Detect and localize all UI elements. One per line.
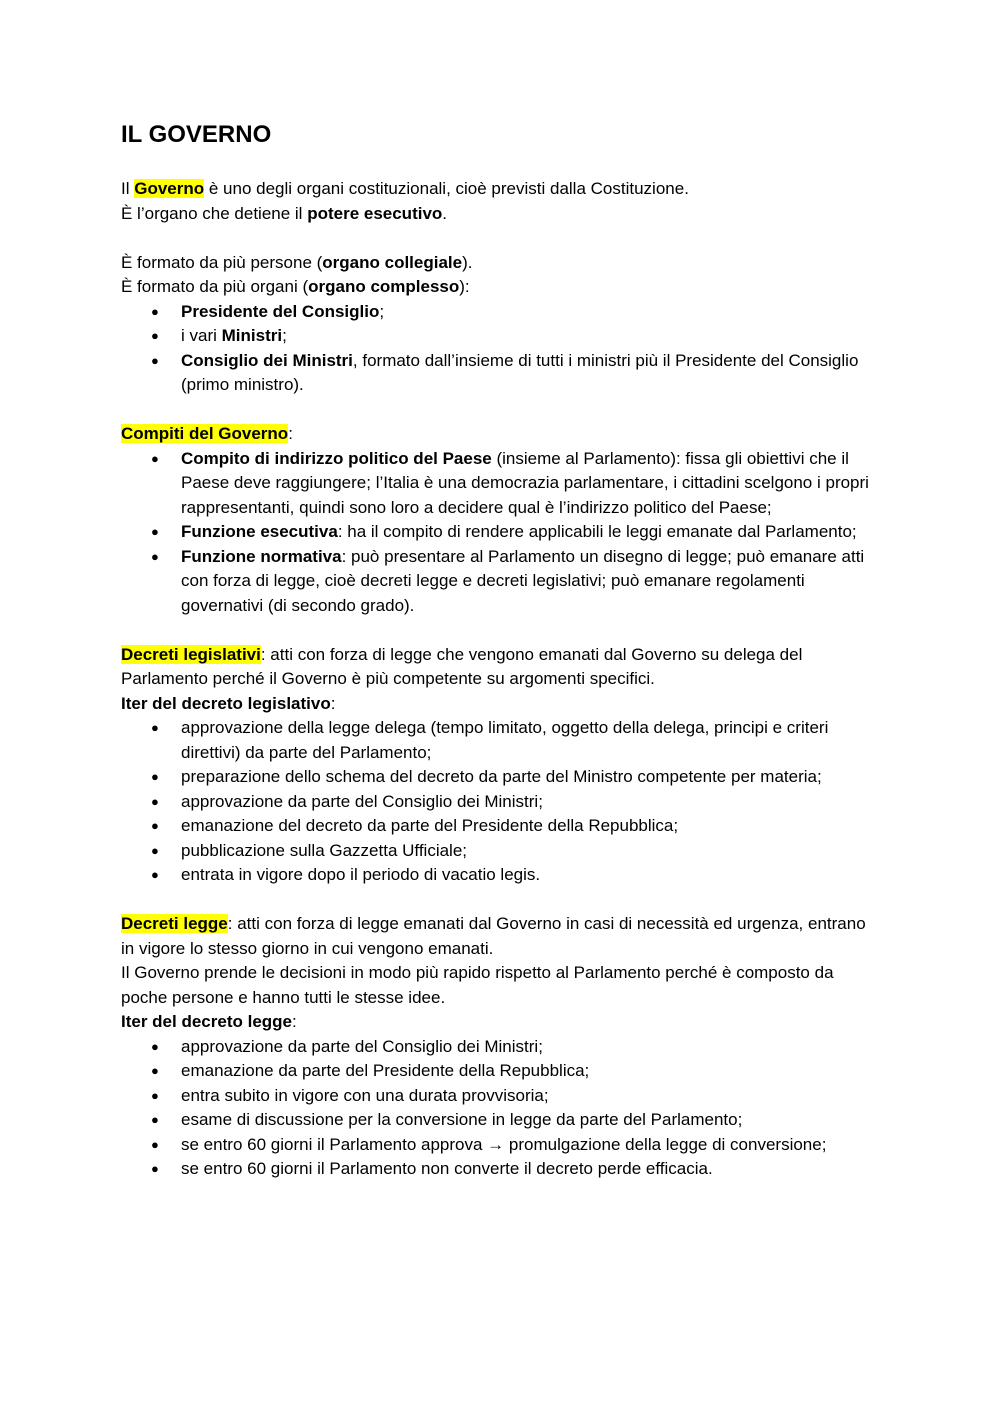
item-bold: Ministri (221, 326, 283, 345)
intro-text: . (442, 203, 448, 223)
governo-highlight: Governo (134, 179, 205, 198)
iter-legge-list (121, 1035, 881, 1182)
list-item (121, 324, 881, 349)
legge-highlight: Decreti legge (121, 914, 228, 933)
list-item (121, 349, 881, 398)
heading-colon: : (330, 693, 336, 713)
item-text: ; (379, 301, 385, 321)
item-bold: Presidente del Consiglio (181, 301, 380, 321)
item-bold: Consiglio dei Ministri (181, 350, 353, 370)
intro-line-2 (121, 202, 881, 227)
organo-complesso-bold: organo complesso (308, 277, 460, 296)
organo-collegiale-bold: organo collegiale (322, 252, 463, 272)
intro-line-1 (121, 177, 881, 202)
intro-text: è uno degli organi costituzionali, cioè previsti dalla Costituzione. (204, 179, 689, 198)
document-page (121, 118, 881, 1182)
legge-paragraph (121, 912, 881, 961)
item-bold: Funzione esecutiva (181, 522, 338, 541)
iter-legge-heading (121, 1010, 881, 1035)
list-item: ● approvazione da parte del Consiglio dei Ministri; (121, 1035, 881, 1060)
list-item: ● approvazione della legge delega (tempo limitato, oggetto della delega, principi e criteri direttivi) da parte del Parlamento; (121, 716, 881, 765)
list-item (121, 520, 881, 545)
item-text: i vari (181, 326, 222, 345)
formato-line-2 (121, 275, 881, 300)
iter-legislativo-list (121, 716, 881, 888)
paragraph-text: : atti con forza di legge che vengono emanati dal Governo su delega del Parlamento perché il Governo è più competente su argomenti specifici. (121, 644, 803, 688)
legislativi-highlight: Decreti legislativi (121, 644, 261, 664)
list-item: ● entrata in vigore dopo il periodo di vacatio legis. (121, 863, 881, 888)
heading-colon: : (288, 424, 293, 443)
potere-esecutivo-bold: potere esecutivo (307, 203, 443, 223)
intro-text: È l’organo che detiene il (121, 203, 308, 223)
compiti-heading (121, 422, 881, 447)
list-item: ● emanazione del decreto da parte del Presidente della Repubblica; (121, 814, 881, 839)
page-title: IL GOVERNO (121, 121, 272, 148)
legislativi-paragraph (121, 643, 881, 692)
legge-paragraph-2: Il Governo prende le decisioni in modo più rapido rispetto al Parlamento perché è composto da poche persone e hanno tutti le stesse idee. (121, 963, 834, 1007)
item-text: (insieme al Parlamento): fissa gli obiettivi che il Paese deve raggiungere; l’Italia è una democrazia parlamentare, i cittadini scelgono i propri rappresentanti, quindi sono loro a decidere qual è l’indirizzo politico del Paese; (181, 448, 869, 517)
item-text: ; (282, 326, 287, 345)
list-item: ● pubblicazione sulla Gazzetta Ufficiale; (121, 839, 881, 864)
item-bold: Compito di indirizzo politico del Paese (181, 448, 492, 468)
paragraph-text: : atti con forza di legge emanati dal Governo in casi di necessità ed urgenza, entrano in vigore lo stesso giorno in cui vengono emanati. (121, 914, 866, 958)
formato-text: È formato da più organi ( (121, 277, 309, 296)
heading-colon: : (292, 1012, 297, 1031)
organi-list (121, 300, 881, 398)
list-item (121, 447, 881, 521)
item-bold: Funzione normativa (181, 546, 342, 566)
iter-bold: Iter del decreto legge (121, 1012, 292, 1031)
list-item: ● se entro 60 giorni il Parlamento non converte il decreto perde efficacia. (121, 1157, 881, 1182)
list-item: ● preparazione dello schema del decreto da parte del Ministro competente per materia; (121, 765, 881, 790)
item-text: : può presentare al Parlamento un disegno di legge; può emanare atti con forza di legge, cioè decreti legge e decreti legislativi; può emanare regolamenti governativi (di secondo grado). (181, 546, 865, 615)
formato-line-1 (121, 251, 881, 276)
compiti-highlight: Compiti del Governo (121, 424, 289, 443)
list-item: ● se entro 60 giorni il Parlamento approva → promulgazione della legge di conversione; (121, 1133, 881, 1158)
intro-text: Il (121, 179, 135, 198)
formato-text: ): (459, 277, 470, 296)
item-text: , formato dall’insieme di tutti i ministri più il Presidente del Consiglio (primo ministro). (181, 350, 859, 394)
list-item: ● emanazione da parte del Presidente della Repubblica; (121, 1059, 881, 1084)
compiti-list (121, 447, 881, 619)
list-item: ● entra subito in vigore con una durata provvisoria; (121, 1084, 881, 1109)
iter-legislativo-heading (121, 692, 881, 717)
item-text: : ha il compito di rendere applicabili le leggi emanate dal Parlamento; (337, 522, 857, 541)
formato-text: ). (462, 252, 473, 272)
list-item (121, 300, 881, 325)
list-item: ● approvazione da parte del Consiglio dei Ministri; (121, 790, 881, 815)
list-item (121, 545, 881, 619)
list-item: ● esame di discussione per la conversione in legge da parte del Parlamento; (121, 1108, 881, 1133)
formato-text: È formato da più persone ( (121, 252, 323, 272)
iter-bold: Iter del decreto legislativo (121, 693, 331, 713)
